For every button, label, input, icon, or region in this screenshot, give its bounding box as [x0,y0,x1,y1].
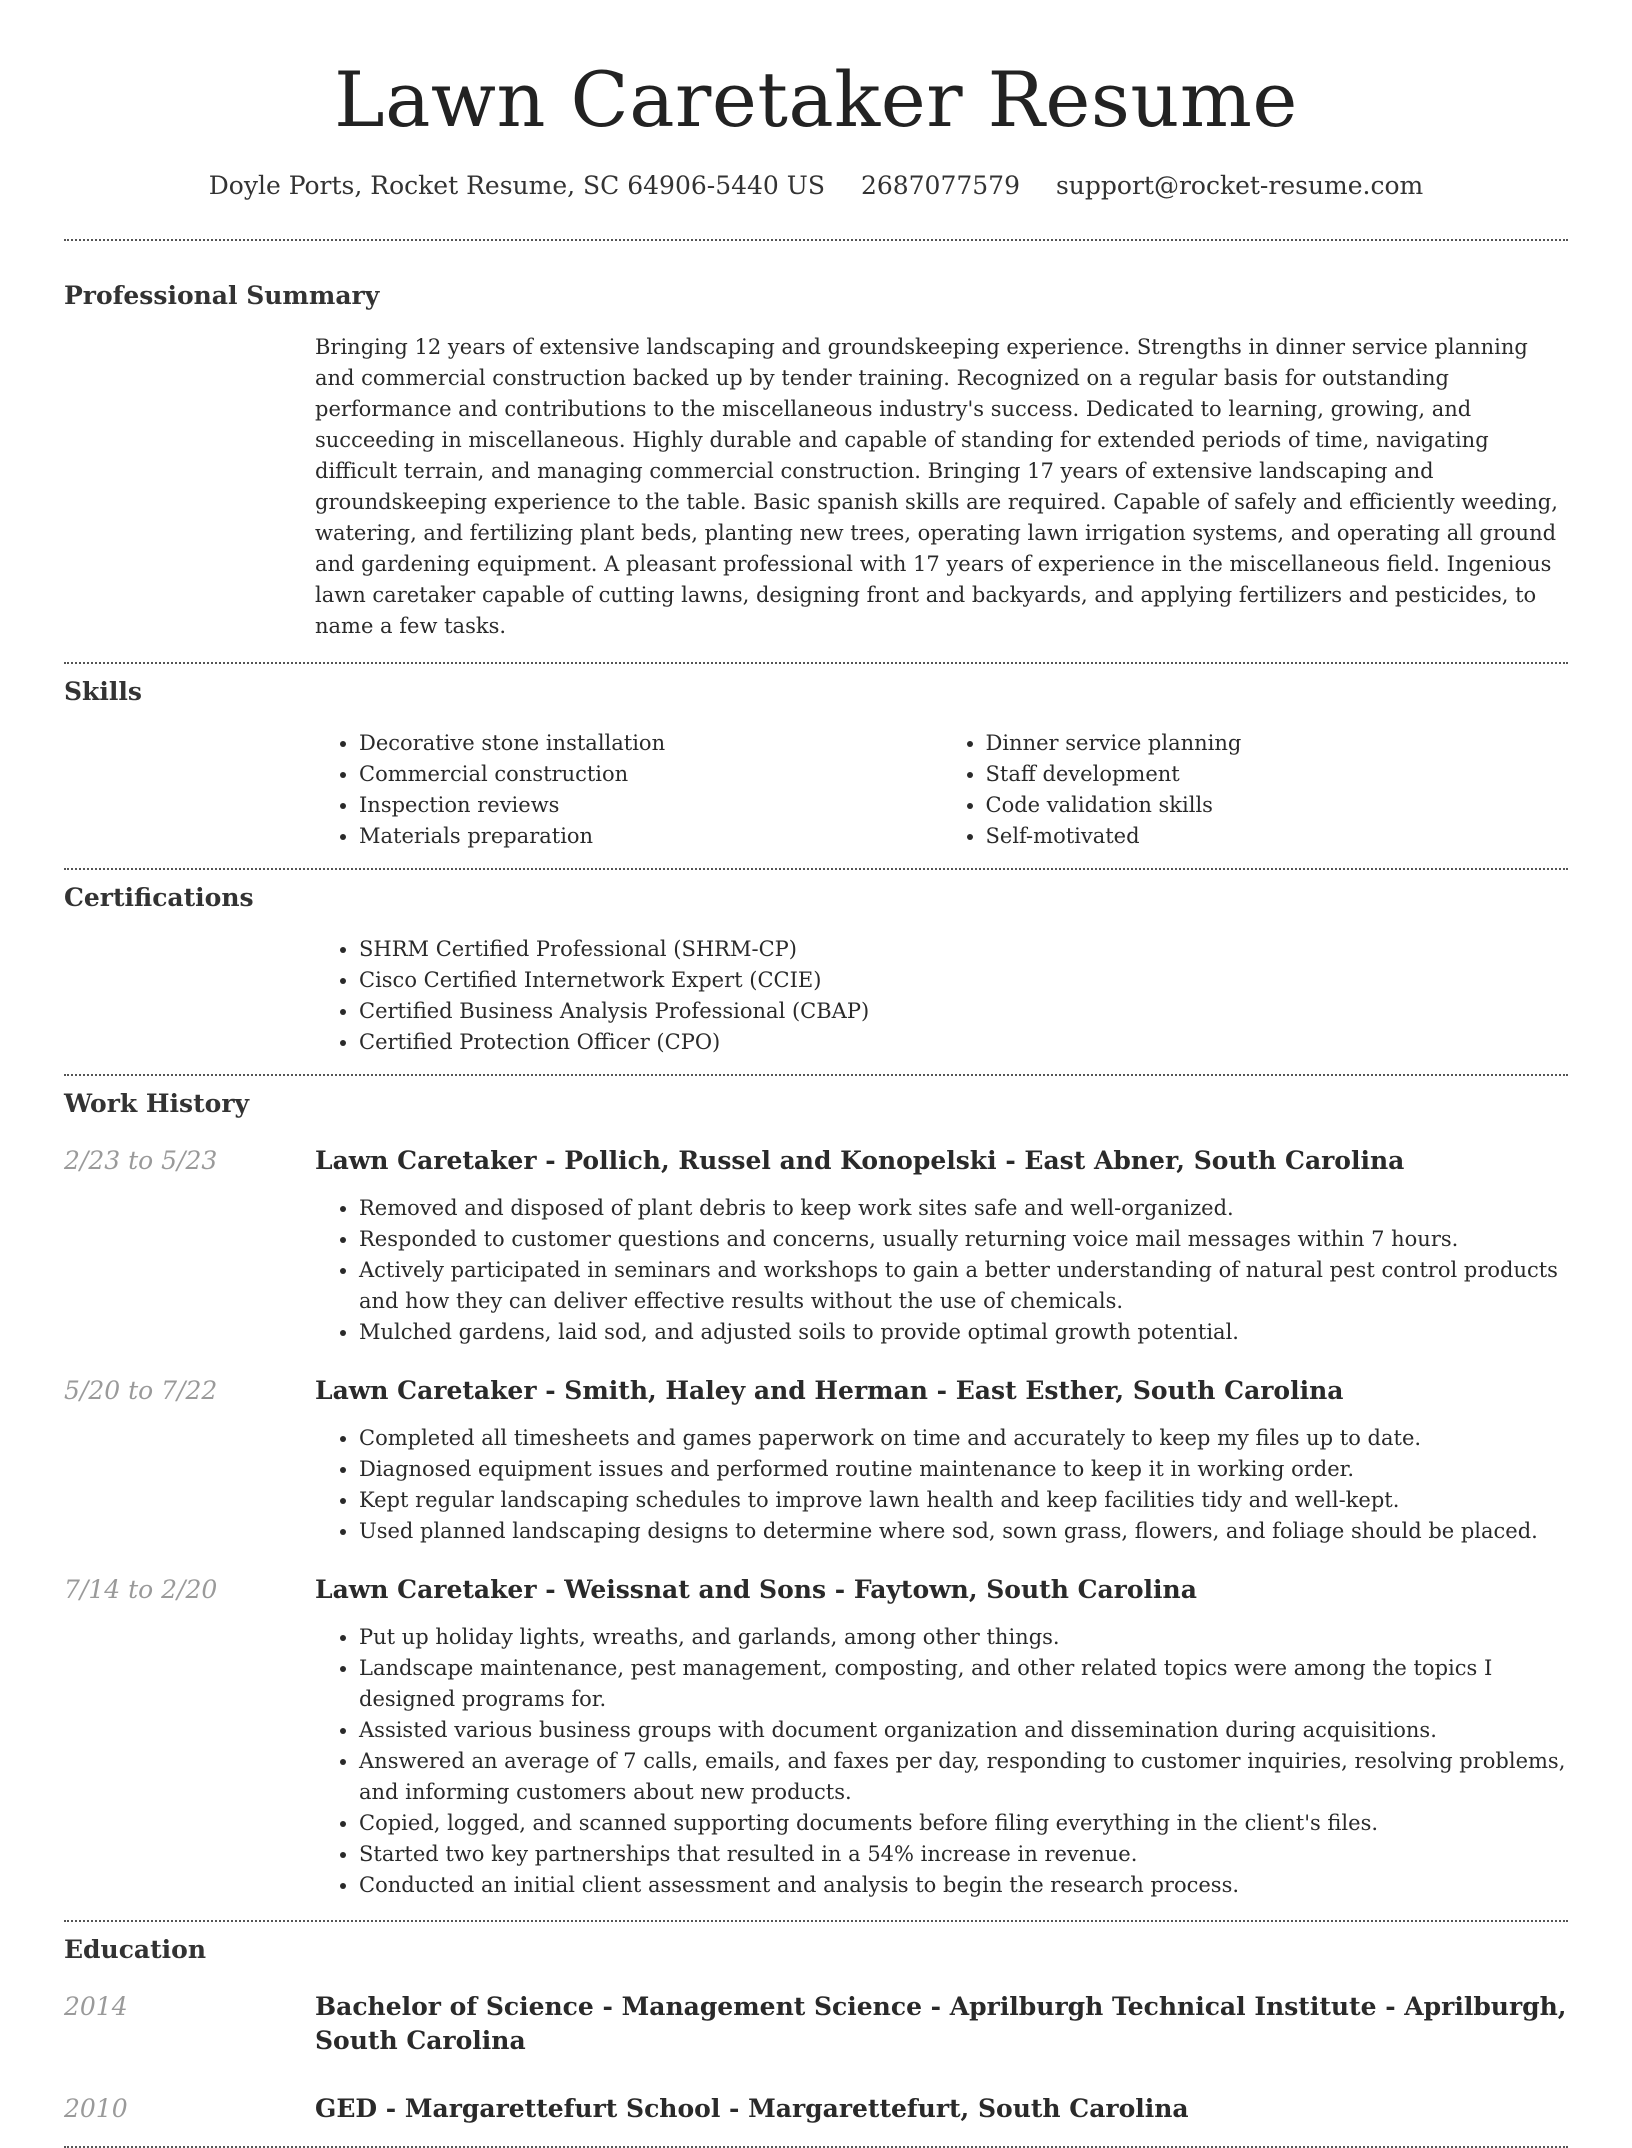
job-title: Lawn Caretaker - Weissnat and Sons - Faytown, South Carolina [315,1575,1197,1604]
certification-item: • Certified Business Analysis Professional (CBAP) [359,996,1568,1027]
summary-heading: Professional Summary [64,281,380,310]
education-section [64,1922,1568,2126]
skills-list-right [942,728,1569,852]
certifications-section [64,870,1568,1058]
job-entry [64,1573,1568,1901]
job-bullet: • Landscape maintenance, pest management, composting, and other related topics were among the topics I designed programs for. [359,1653,1568,1715]
certification-item: • SHRM Certified Professional (SHRM-CP) [359,934,1568,965]
education-entry [64,1990,1568,2058]
skill-item: • Dinner service planning [986,728,1569,759]
resume-page [64,0,1568,2148]
summary-section [64,241,1568,642]
contact-email: support@rocket-resume.com [1055,171,1424,200]
job-title: Lawn Caretaker - Smith, Haley and Herman - East Esther, South Carolina [315,1376,1344,1405]
job-title: Lawn Caretaker - Pollich, Russel and Konopelski - East Abner, South Carolina [315,1146,1405,1175]
contact-line [64,168,1568,204]
job-bullets [315,1622,1568,1901]
job-bullet: • Diagnosed equipment issues and performed routine maintenance to keep it in working order. [359,1454,1568,1485]
certifications-heading: Certifications [64,883,254,912]
job-bullet: • Actively participated in seminars and workshops to gain a better understanding of natural pest control products and how they can deliver effective results without the use of chemicals. [359,1255,1568,1317]
job-dates: 2/23 to 5/23 [64,1146,218,1175]
education-heading: Education [64,1935,207,1964]
skill-item: • Staff development [986,759,1569,790]
skill-item: • Code validation skills [986,790,1569,821]
skill-item: • Self-motivated [986,821,1569,852]
skills-section [64,664,1568,852]
job-bullet: • Started two key partnerships that resulted in a 54% increase in revenue. [359,1839,1568,1870]
job-bullets [315,1423,1568,1547]
job-bullet: • Assisted various business groups with document organization and dissemination during acquisitions. [359,1715,1568,1746]
certification-item: • Certified Protection Officer (CPO) [359,1027,1568,1058]
job-bullets [315,1193,1568,1348]
summary-text: Bringing 12 years of extensive landscaping and groundskeeping experience. Strengths in dinner service planning and commercial construction backed up by tender training. Recognized on a regular basis for outstanding performance and contributions to the miscellaneous industry's success. Dedicated to learning, growing, and succeeding in miscellaneous. Highly durable and capable of standing for extended periods of time, navigating difficult terrain, and managing commercial construction. Bringing 17 years of extensive landscaping and groundskeeping experience to the table. Basic spanish skills are required. Capable of safely and efficiently weeding, watering, and fertilizing plant beds, planting new trees, operating lawn irrigation systems, and operating all ground and gardening equipment. A pleasant professional with 17 years of experience in the miscellaneous field. Ingenious lawn caretaker capable of cutting lawns, designing front and backyards, and applying fertilizers and pesticides, to name a few tasks. [315,335,1558,638]
work-heading: Work History [64,1089,250,1118]
job-entry [64,1374,1568,1547]
contact-phone: 2687077579 [860,171,1020,200]
certification-item: • Cisco Certified Internetwork Expert (CCIE) [359,965,1568,996]
skills-heading: Skills [64,677,142,706]
skill-item: • Inspection reviews [359,790,942,821]
job-bullet: • Conducted an initial client assessment and analysis to begin the research process. [359,1870,1568,1901]
job-entry [64,1144,1568,1348]
job-bullet: • Responded to customer questions and concerns, usually returning voice mail messages within 7 hours. [359,1224,1568,1255]
job-bullet: • Put up holiday lights, wreaths, and garlands, among other things. [359,1622,1568,1653]
skills-list-left [315,728,942,852]
job-bullet: • Removed and disposed of plant debris to keep work sites safe and well-organized. [359,1193,1568,1224]
skill-item: • Decorative stone installation [359,728,942,759]
job-bullet: • Kept regular landscaping schedules to improve lawn health and keep facilities tidy and well-kept. [359,1485,1568,1516]
page-title: Lawn Caretaker Resume [334,55,1298,144]
job-dates: 5/20 to 7/22 [64,1376,218,1405]
skill-item: • Commercial construction [359,759,942,790]
education-title: GED - Margarettefurt School - Margarettefurt, South Carolina [315,2094,1189,2123]
job-bullet: • Completed all timesheets and games paperwork on time and accurately to keep my files up to date. [359,1423,1568,1454]
job-bullet: • Mulched gardens, laid sod, and adjusted soils to provide optimal growth potential. [359,1317,1568,1348]
education-year: 2010 [64,2094,128,2123]
contact-address: Doyle Ports, Rocket Resume, SC 64906-5440 US [208,171,825,200]
job-bullet: • Used planned landscaping designs to determine where sod, sown grass, flowers, and foliage should be placed. [359,1516,1568,1547]
job-dates: 7/14 to 2/20 [64,1575,218,1604]
certifications-list [315,934,1568,1058]
education-entry [64,2092,1568,2126]
job-bullet: • Answered an average of 7 calls, emails, and faxes per day, responding to customer inquiries, resolving problems, and informing customers about new products. [359,1746,1568,1808]
skill-item: • Materials preparation [359,821,942,852]
job-bullet: • Copied, logged, and scanned supporting documents before filing everything in the client's files. [359,1808,1568,1839]
education-title: Bachelor of Science - Management Science - Aprilburgh Technical Institute - Aprilburgh, South Carolina [315,1992,1567,2055]
education-year: 2014 [64,1992,128,2021]
work-section [64,1076,1568,1901]
